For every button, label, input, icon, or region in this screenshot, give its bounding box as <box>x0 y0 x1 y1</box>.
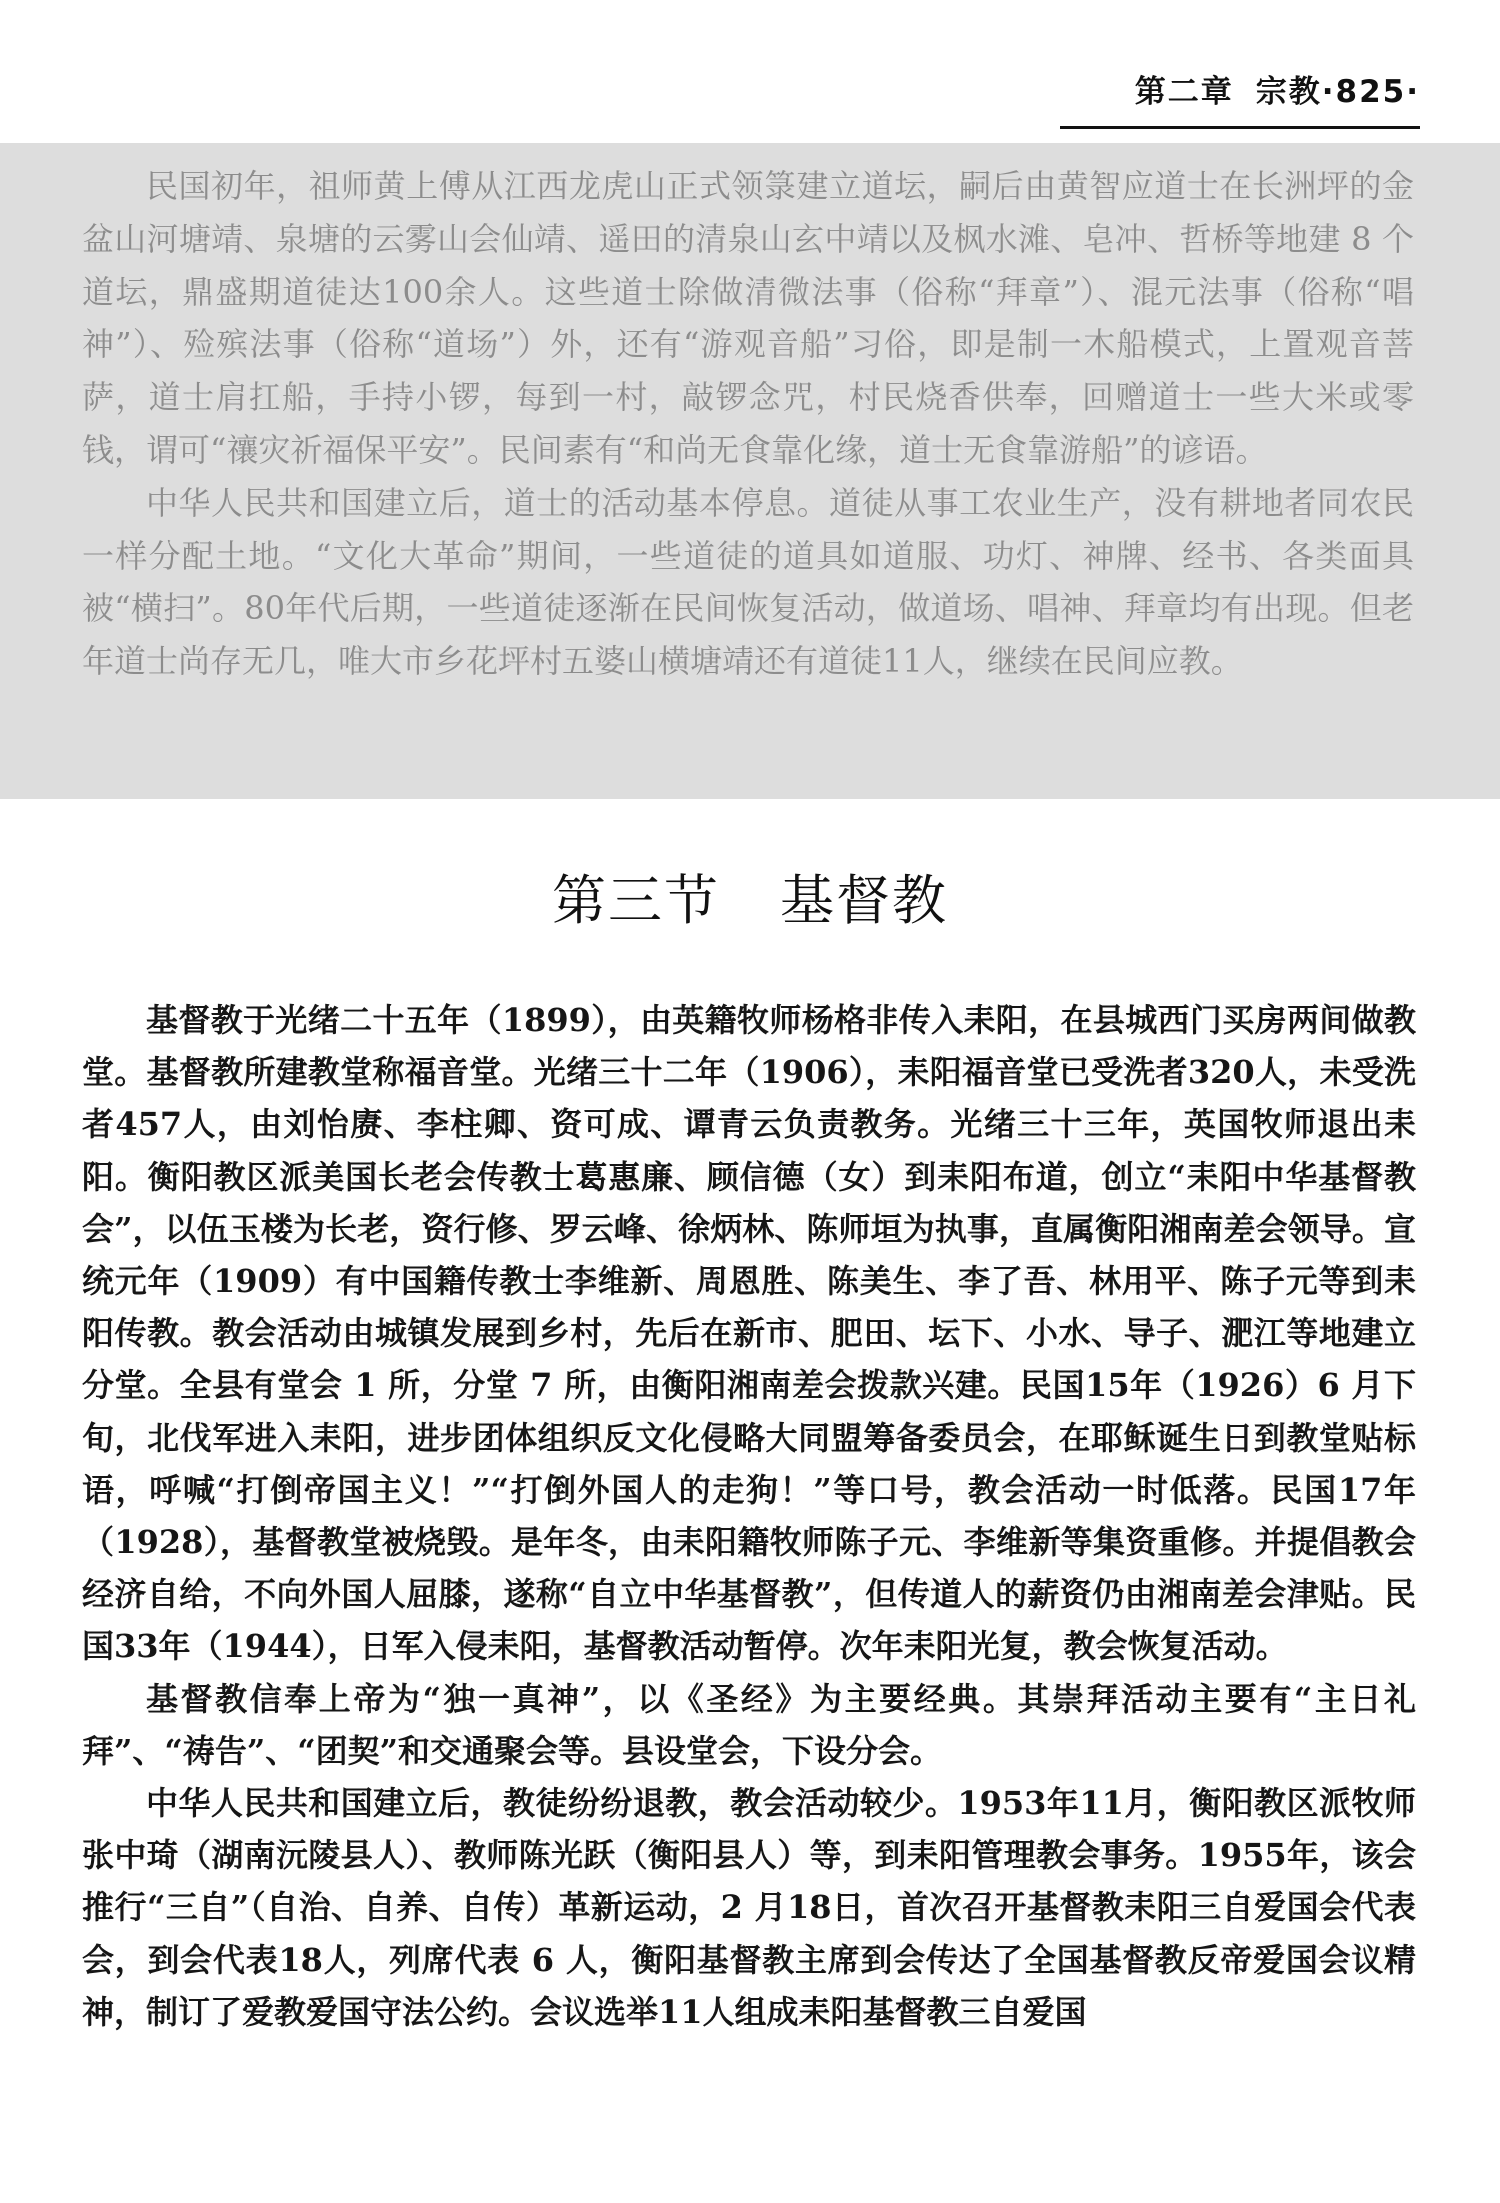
paragraph: 基督教于光绪二十五年（1899），由英籍牧师杨格非传入耒阳，在县城西门买房两间做教堂。基督教所建教堂称福音堂。光绪三十二年（1906），耒阳福音堂已受洗者320人，未受洗者457人，由刘怡赓、李柱卿、资可成、谭青云负责教务。光绪三十三年，英国牧师退出耒阳。衡阳教区派美国长老会传教士葛惠廉、顾信德（女）到耒阳布道，创立“耒阳中华基督教会”，以伍玉楼为长老，资行修、罗云峰、徐炳林、陈师垣为执事，直属衡阳湘南差会领导。宣统元年（1909）有中国籍传教士李维新、周恩胜、陈美生、李了吾、林用平、陈子元等到耒阳传教。教会活动由城镇发展到乡村，先后在新市、肥田、坛下、小水、导子、淝江等地建立分堂。全县有堂会 1 所，分堂 7 所，由衡阳湘南差会拨款兴建。民国15年（1926）6 月下旬，北伐军进入耒阳，进步团体组织反文化侵略大同盟筹备委员会，在耶稣诞生日到教堂贴标语，呼喊“打倒帝国主义！”“打倒外国人的走狗！”等口号，教会活动一时低落。民国17年（1928），基督教堂被烧毁。是年冬，由耒阳籍牧师陈子元、李维新等集资重修。并提倡教会经济自给，不向外国人屈膝，遂称“自立中华基督教”，但传道人的薪资仍由湘南差会津贴。民国33年（1944），日军入侵耒阳，基督教活动暂停。次年耒阳光复，教会恢复活动。 <box>82 1001 1416 1666</box>
paragraph: 基督教信奉上帝为“独一真神”，以《圣经》为主要经典。其崇拜活动主要有“主日礼拜”、“祷告”、“团契”和交通聚会等。县设堂会，下设分会。 <box>82 1679 1416 1770</box>
paragraph: 民国初年，祖师黄上傅从江西龙虎山正式领箓建立道坛，嗣后由黄智应道士在长洲坪的金盆山河塘靖、泉塘的云雾山会仙靖、遥田的清泉山玄中靖以及枫水滩、皂冲、哲桥等地建 8 个道坛，鼎盛期道徒达100余人。这些道士除做清微法事（俗称“拜章”）、混元法事（俗称“唱神”）、殓殡法事（俗称“道场”）外，还有“游观音船”习俗，即是制一木船模式，上置观音菩萨，道士肩扛船，手持小锣，每到一村，敲锣念咒，村民烧香供奉，回赠道士一些大米或零钱，谓可“禳灾祈福保平安”。民间素有“和尚无食靠化缘，道士无食靠游船”的谚语。 <box>82 167 1414 469</box>
header-rule <box>1060 126 1420 129</box>
section-name: 基督教 <box>780 869 948 932</box>
paragraph: 中华人民共和国建立后，道士的活动基本停息。道徒从事工农业生产，没有耕地者同农民一样分配土地。“文化大革命”期间，一些道徒的道具如道服、功灯、神牌、经书、各类面具被“横扫”。80年代后期，一些道徒逐渐在民间恢复活动，做道场、唱神、拜章均有出现。但老年道士尚存无几，唯大市乡花坪村五婆山横塘靖还有道徒11人，继续在民间应教。 <box>82 483 1414 681</box>
chapter-label: 第二章 <box>1134 74 1234 110</box>
taoism-text-block <box>82 160 1414 688</box>
running-head <box>1135 66 1420 111</box>
section-title <box>0 858 1500 935</box>
page-number: ·825· <box>1321 74 1420 110</box>
section-number: 第三节 <box>552 869 720 932</box>
christianity-text-block <box>82 994 1416 2038</box>
topic-label: 宗教 <box>1255 74 1322 110</box>
paragraph: 中华人民共和国建立后，教徒纷纷退教，教会活动较少。1953年11月，衡阳教区派牧师张中琦（湖南沅陵县人）、教师陈光跃（衡阳县人）等，到耒阳管理教会事务。1955年，该会推行“三自”（自治、自养、自传）革新运动，2 月18日，首次召开基督教耒阳三自爱国会代表会，到会代表18人，列席代表 6 人，衡阳基督教主席到会传达了全国基督教反帝爱国会议精神，制订了爱教爱国守法公约。会议选举11人组成耒阳基督教三自爱国 <box>82 1784 1416 2031</box>
